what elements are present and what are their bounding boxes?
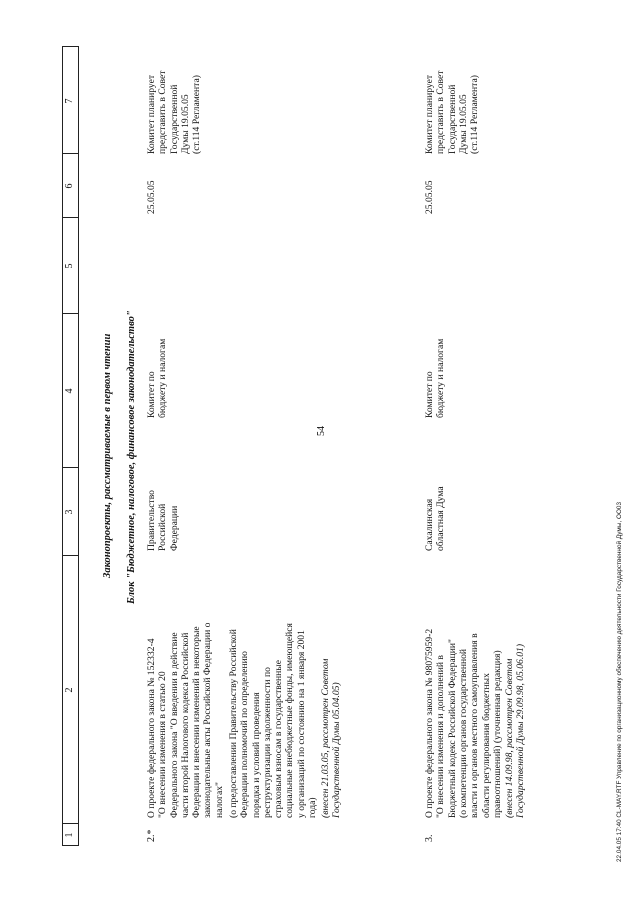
rotated-page [62,46,630,846]
bill-author: Правительство Российской Федерации [146,490,180,551]
column-number: 3 [64,509,75,515]
col-border [62,46,78,47]
consideration-date: 25.05.05 [146,180,157,214]
responsible-committee: Комитет по бюджету и налогам [146,338,169,418]
block-title: Блок "Бюджетное, налоговое, финансовое законодательство" [126,310,137,604]
document-footer: 22.04.05 17:40 CL-MAY.RTF Управление по организационному обеспечению деятельности Государственной Думы, ОО03 [616,501,623,862]
table-top-border [62,46,63,846]
col-border [62,153,78,154]
row-number: 2.* [146,829,157,842]
consideration-date: 25.05.05 [424,180,435,214]
column-number: 7 [64,98,75,104]
row-number: 3. [424,834,435,842]
bill-title: О проекте федерального закона № 152332-4 "О внесении изменения в статью 20 Федерального закона "О введении в действие части второй Налогового кодекса Российской Федерации и внесении изменений в некоторые законодательные акты Российской Федерации о налогах" [146,622,225,818]
committee-plan: Комитет планирует представить в Совет Государственной Думы 19.05.05 (ст.114 Регламента) [146,70,203,154]
column-number: 4 [64,388,75,394]
bill-title: О проекте федерального закона № 98075959-2 "О внесении изменения и дополнений в Бюджетный кодекс Российской Федерации" [424,628,458,818]
section-title: Законопроекты, рассматриваемые в первом чтении [102,333,113,578]
bill-introduced: (внесен 14.09.98, рассмотрен Советом Государственной Думы 29.09.98, 05.06.01) [504,643,527,818]
page-number: 54 [316,426,327,436]
col-border [62,555,78,556]
header-bottom-border [78,46,79,846]
column-number: 2 [64,687,75,693]
column-number: 1 [64,832,75,838]
responsible-committee: Комитет по бюджету и налогам [424,338,447,418]
committee-plan: Комитет планирует представить в Совет Государственной Думы 19.05.05 (ст.114 Регламента) [424,70,481,154]
bill-note: (о компетенции органов государственной власти и органов местного самоуправления в области регулирования бюджетных правоотношений) (уточненная редакция) [458,633,503,818]
col-border [62,313,78,314]
bill-introduced: (внесен 21.03.05, рассмотрен Советом Государственной Думы 05.04.05) [320,658,343,818]
bill-author: Сахалинская областная Дума [424,486,447,551]
column-number: 6 [64,183,75,189]
col-border [62,217,78,218]
bill-note: (о предоставлении Правительству Российской Федерации полномочий по определению порядка и условий проведения реструктуризации задолженности по страховым взносам в государственные социальные внебюджетные фонды, имеющейся у организаций по состоянию на 1 января 2001 года) [228,623,319,818]
col-border [62,467,78,468]
column-number: 5 [64,263,75,269]
